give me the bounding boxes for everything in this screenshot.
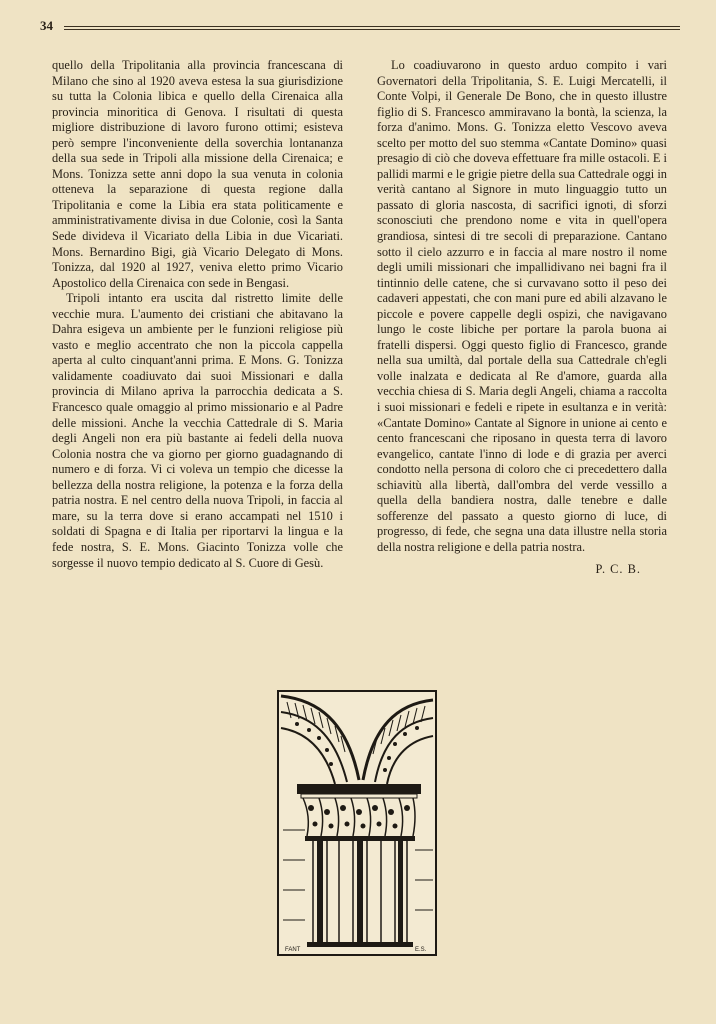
- cathedral-column-illustration: [277, 690, 437, 958]
- illustration-signature-left: FANT: [285, 947, 301, 953]
- page-number: 34: [40, 18, 53, 33]
- right-paragraph-1: Lo coadiuvarono in questo arduo compito i vari Governatori della Tripolitania, S. E. Luigi Mercatelli, il Conte Volpi, il Generale De Bono, che in questo illustre figlio di S. Francesco ammiravano la bontà, la scienza, la forza d'animo. Mons. G. Tonizza eletto Vescovo aveva scelto per motto del suo stemma «Cantate Domino» quasi presagio di ciò che doveva effettuare fra mille ostacoli. E i pallidi marmi e le grigie pietre della sua Cattedrale oggi in verità cantano al Signore in muto linguaggio tutto un passato di gloria nascosta, di sacrifici ignoti, di sforzi sconosciuti che prendono nome e vita in quell'opera grandiosa, sintesi di tre secoli di preparazione. Cantano sotto il cielo azzurro e in faccia al mare nostro il nome degli umili missionari che impallidivano nei bagni fra il tintinnio delle catene, che si curvavano sotto il peso dei cadaveri appestati, che con mani pure ed abili alzavano le piccole e povere cappelle degli ospizi, che navigavano lungo le coste libiche per portare la parola buona ai fratelli dispersi. Oggi questo figlio di Francesco, grande nella sua umiltà, dal portale della sua Cattedrale ch'egli volle inalzata e dedicata al Re d'amore, guarda alla vecchia chiesa di S. Maria degli Angeli, chiama a raccolta i suoi missionari e fedeli e ripete in esultanza e in verità: «Cantate Domino» Cantate al Signore in unione ai cento e cento francescani che riposano in questa terra di lavoro evangelico, cantate l'inno di lode e di grazia per averci condotto nella persona di coloro che ci precedettero dalla schiavitù alla libertà, dall'ombra del verde vessillo a quella della bandiera nostra, dalle tenebre e dalle sofferenze del passato a questo giorno di luce, di progresso, di fede, che segna una data illustre nella storia della nostra religione e della patria nostra.: [377, 58, 667, 554]
- header-rule: [64, 26, 680, 30]
- right-column: [377, 58, 667, 577]
- left-paragraph-1: quello della Tripolitania alla provincia francescana di Milano che sino al 1920 aveva estesa la sua giurisdizione su tutta la Colonia libica e quello della Cirenaica alla provincia minoritica di Genova. I risultati di questa migliore distribuzione di lavoro furono ottimi; esisteva però sempre l'inconveniente della soverchia lontananza della sua sede in Tripoli alla missione della Cirenaica; e Mons. Tonizza sette anni dopo la sua venuta in colonia otteneva la separazione di questa regione dalla Tripolitania e come la Libia era stata politicamente e amministrativamente divisa in due Colonie, così la Santa Sede divideva il Vicariato della Libia in due Vicariati. Mons. Bernardino Bigi, già Vicario Delegato di Mons. Tonizza, dal 1920 al 1927, veniva eletto primo Vicario Apostolico della Cirenaica con sede in Bengasi.: [52, 58, 343, 290]
- left-column: [52, 58, 343, 571]
- column-capital-drawing: [277, 690, 437, 958]
- left-paragraph-2: Tripoli intanto era uscita dal ristretto limite delle vecchie mura. L'aumento dei cristiani che abitavano la Dahra esigeva un ambiente per le funzioni religiose più vasto e meglio accentrato che non la piccola cappella aperta al culto cinquant'anni prima. E Mons. G. Tonizza validamente coadiuvato dai suoi Missionari e dalla provincia di Milano apriva la parrocchia dedicata a S. Francesco quale omaggio al primo missionario e al Padre delle missioni. Anche la vecchia Cattedrale di S. Maria degli Angeli non era più bastante ai fedeli della nuova Colonia nostra che va giorno per giorno guadagnando di numero e di forza. Vi ci voleva un tempio che dicesse la bellezza della nostra religione, la potenza e la forza della patria nostra. E nel centro della nuova Tripoli, in faccia al mare, su la terra dove si erano accampati nel 1510 i soldati di Spagna e di Italia per riportarvi la lingua e la fede nostra, S. E. Mons. Giacinto Tonizza volle che sorgesse il nuovo tempio dedicato al S. Cuore di Gesù.: [52, 291, 343, 570]
- page-header: [40, 14, 680, 40]
- illustration-signature-right: E.S.: [415, 947, 427, 953]
- author-signature: P. C. B.: [595, 561, 641, 576]
